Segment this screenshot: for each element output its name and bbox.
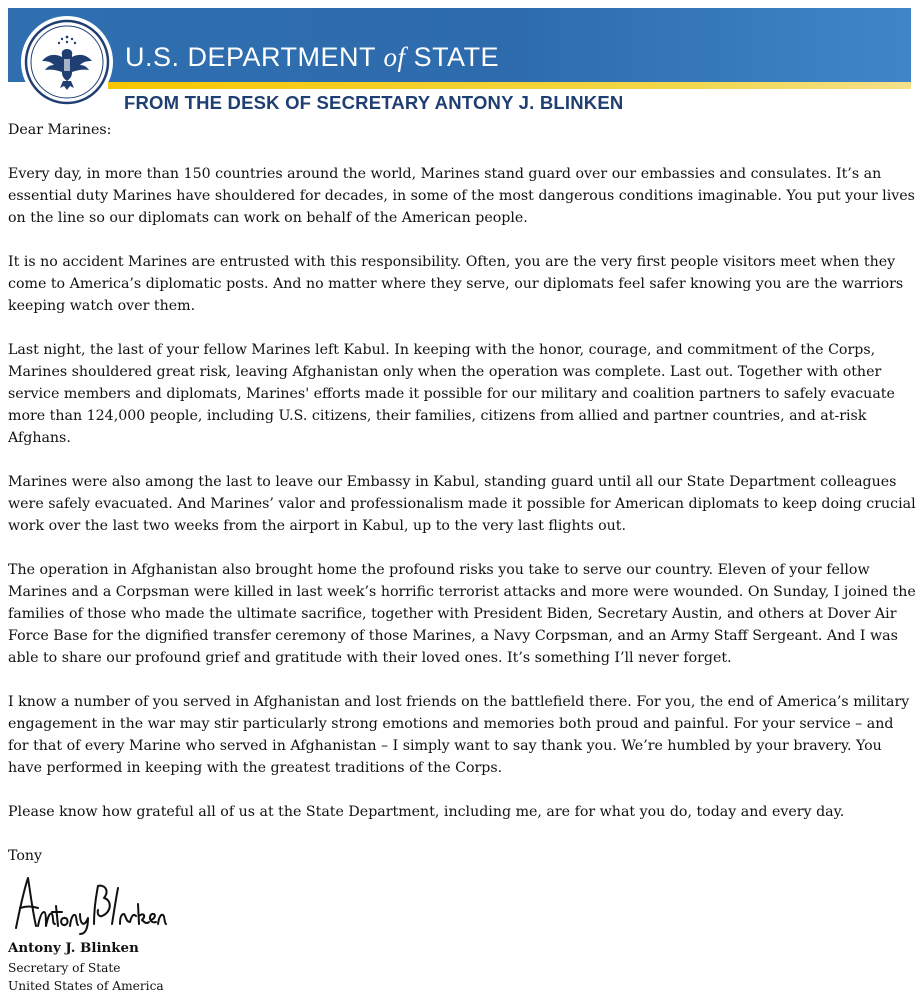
signer-organization: United States of America (8, 979, 164, 993)
signer-name: Antony J. Blinken (8, 940, 139, 956)
paragraph-1: Every day, in more than 150 countries around the world, Marines stand guard over our embassies and consulates. It’s an essential duty Marines have shouldered for decades, in some of the most dangerous conditions imaginable. You put your lives on the line so our diplomats can work on behalf of the American people. (8, 166, 915, 226)
state-department-seal-icon (20, 15, 114, 109)
letter-body (8, 119, 918, 889)
department-title-of: of (383, 42, 406, 72)
letterhead-subtitle: FROM THE DESK OF SECRETARY ANTONY J. BLINKEN (124, 92, 624, 113)
department-title-part1: U.S. DEPARTMENT (125, 42, 384, 72)
paragraph-2: It is no accident Marines are entrusted with this responsibility. Often, you are the very first people visitors meet when they come to America’s diplomatic posts. And no matter where they serve, our diplomats feel safer knowing you are the warriors keeping watch over them. (8, 254, 904, 314)
salutation: Dear Marines: (8, 122, 112, 138)
department-title-part2: STATE (405, 42, 500, 72)
paragraph-4: Marines were also among the last to leave our Embassy in Kabul, standing guard until all our State Department colleagues were safely evacuated. And Marines’ valor and professionalism made it possible for American diplomats to keep doing crucial work over the last two weeks from the airport in Kabul, up to the very last flights out. (8, 474, 916, 534)
paragraph-3: Last night, the last of your fellow Marines left Kabul. In keeping with the honor, courage, and commitment of the Corps, Marines shouldered great risk, leaving Afghanistan only when the operation was complete. Last out. Together with other service members and diplomats, Marines' efforts made it possible for our military and coalition partners to safely evacuate more than 124,000 people, including U.S. citizens, their families, citizens from allied and partner countries, and at-risk Afghans. (8, 342, 895, 446)
paragraph-6: I know a number of you served in Afghanistan and lost friends on the battlefield there. For you, the end of America’s military engagement in the war may stir particularly strong emotions and memories both proud and painful. For your service – and for that of every Marine who served in Afghanistan – I simply want to say thank you. We’re humbled by your bravery. You have performed in keeping with the greatest traditions of the Corps. (8, 694, 910, 776)
letterhead-gold-stripe (108, 82, 911, 89)
paragraph-5: The operation in Afghanistan also brought home the profound risks you take to serve our country. Eleven of your fellow Marines and a Corpsman were killed in last week’s horrific terrorist attacks and more were wounded. On Sunday, I joined the families of those who made the ultimate sacrifice, together with President Biden, Secretary Austin, and others at Dover Air Force Base for the dignified transfer ceremony of those Marines, a Navy Corpsman, and an Army Staff Sergeant. And I was able to share our profound grief and gratitude with their loved ones. It’s something I’ll never forget. (8, 562, 916, 666)
paragraph-7: Please know how grateful all of us at the State Department, including me, are for what you do, today and every day. (8, 804, 845, 820)
handwritten-signature (8, 868, 168, 936)
signer-title: Secretary of State (8, 961, 121, 975)
department-title (125, 42, 499, 73)
letterhead-banner (8, 8, 911, 115)
closing: Tony (8, 848, 43, 864)
